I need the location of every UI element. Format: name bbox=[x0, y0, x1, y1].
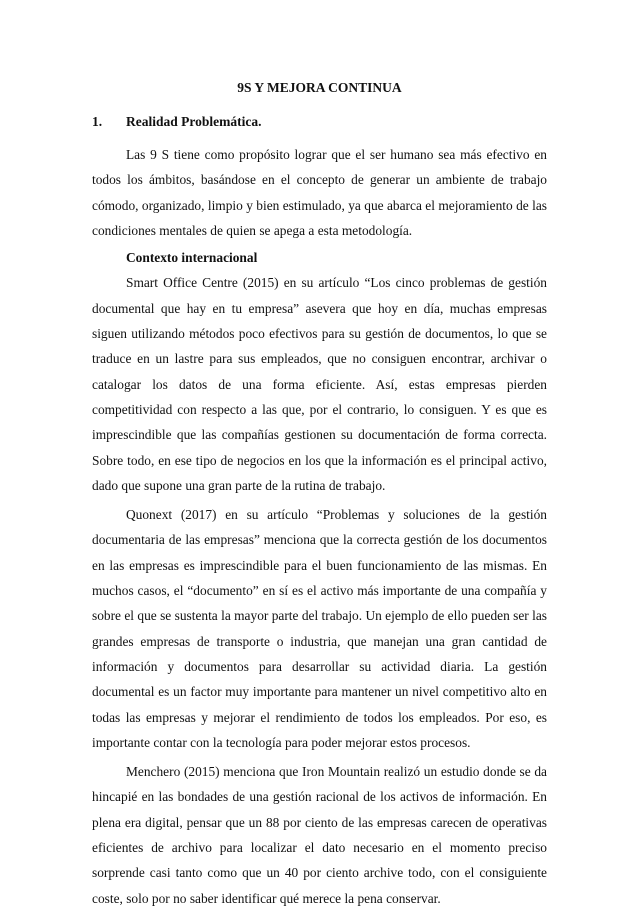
intro-paragraph: Las 9 S tiene como propósito lograr que el ser humano sea más efectivo en todos los ámbitos, basándose en el concepto de generar un ambiente de trabajo cómodo, organizado, limpio y bien estimulado, ya que abarca el mejoramiento de las condiciones mentales de quien se apega a esta metodología. bbox=[92, 147, 547, 238]
paragraph-quonext: Quonext (2017) en su artículo “Problemas y soluciones de la gestión documentaria de las empresas” menciona que la correcta gestión de los documentos en las empresas es imprescindible para el buen funcionamiento de las mismas. En muchos casos, el “documento” en sí es el activo más importante de una compañía y sobre el que se sustenta la mayor parte del trabajo. Un ejemplo de ello pueden ser las grandes empresas de transporte o industria, que manejan una gran cantidad de información y documentos para desarrollar su actividad diaria. La gestión documental es un factor muy importante para mantener un nivel competitivo alto en todas las empresas y mejorar el rendimiento de todos los empleados. Por eso, es importante contar con la tecnología para poder mejorar estos procesos. bbox=[92, 507, 547, 750]
subsection-title: Contexto internacional bbox=[126, 250, 258, 266]
document-title: 9S Y MEJORA CONTINUA bbox=[237, 80, 402, 95]
paragraph-smart-office: Smart Office Centre (2015) en su artículo “Los cinco problemas de gestión documental que hay en tu empresa” asevera que hoy en día, muchas empresas siguen utilizando métodos poco efectivos para su gestión de documentos, lo que se traduce en un lastre para sus empleados, que no consiguen encontrar, archivar o catalogar los datos de una forma eficiente. Así, estas empresas pierden competitividad con respecto a las que, por el contrario, lo consiguen. Y es que es imprescindible que las compañías gestionen su documentación de forma correcta. Sobre todo, en ese tipo de negocios en los que la información es el principal activo, dado que supone una gran parte de la rutina de trabajo. bbox=[92, 275, 547, 493]
paragraph-menchero: Menchero (2015) menciona que Iron Mountain realizó un estudio donde se da hincapié en las bondades de una gestión racional de los activos de información. En plena era digital, pensar que un 88 por ciento de las empresas carecen de operativas eficientes de archivo para localizar el dato necesario en el momento preciso sorprende casi tanto como que un 40 por ciento archive todo, con el consiguiente coste, solo por no saber identificar qué merece la pena conservar. bbox=[92, 764, 547, 906]
document-page bbox=[92, 78, 547, 911]
section-number: 1. bbox=[92, 114, 103, 129]
section-title: Realidad Problemática. bbox=[126, 114, 262, 129]
section-heading bbox=[92, 112, 547, 132]
